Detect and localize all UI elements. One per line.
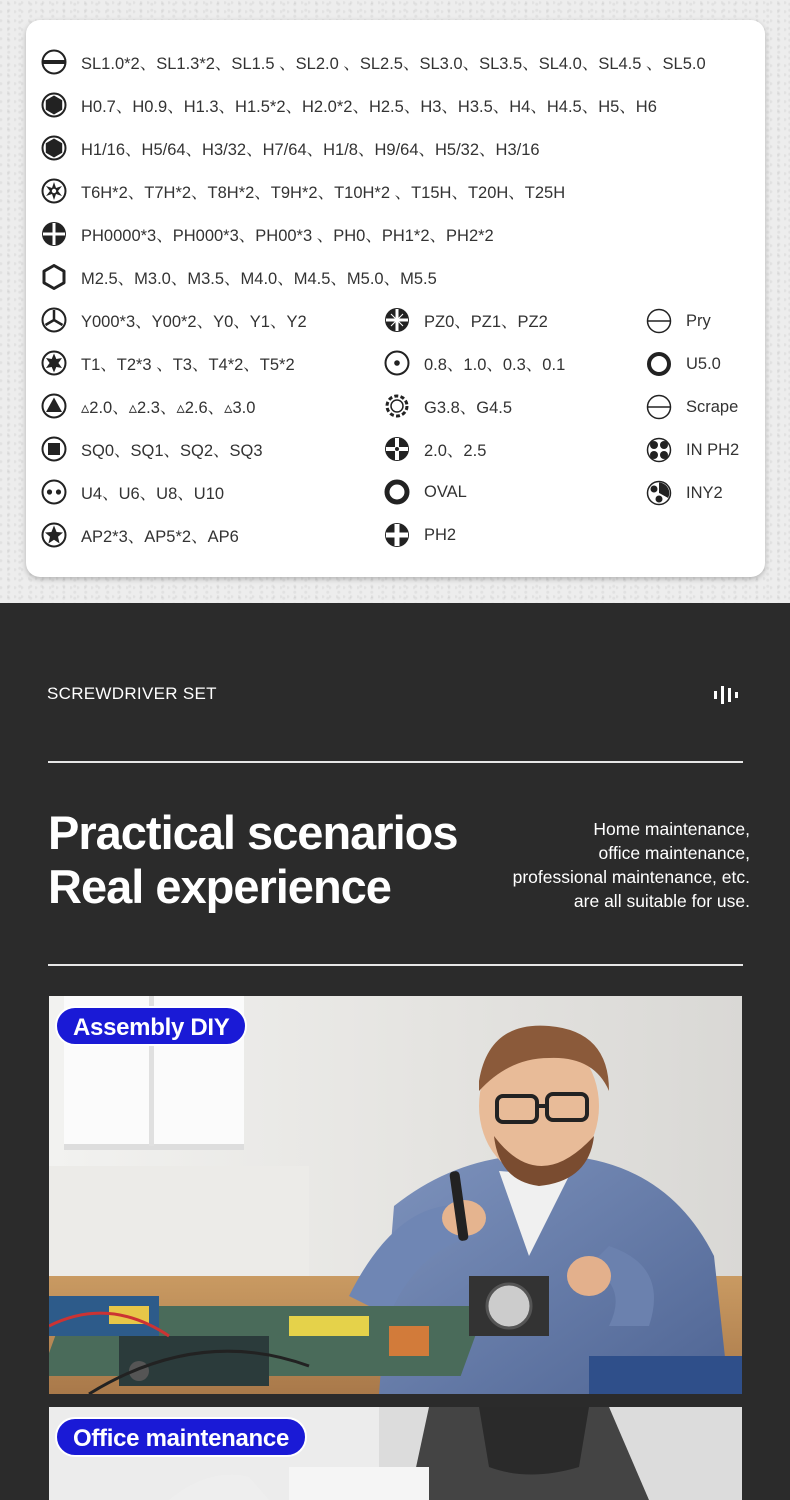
bit-row-text: 2.0、2.5 bbox=[424, 442, 487, 460]
bit-row-pin bbox=[384, 350, 565, 376]
phillips-bit-icon bbox=[41, 221, 67, 247]
bit-row-text: G3.8、G4.5 bbox=[424, 399, 513, 417]
bit-row-text: H1/16、H5/64、H3/32、H7/64、H1/8、H9/64、H5/32、H3/16 bbox=[81, 141, 540, 159]
bit-row-cross-dot bbox=[384, 436, 486, 462]
desc-line: professional maintenance, etc. bbox=[512, 867, 750, 887]
scrape-icon bbox=[646, 394, 672, 420]
bit-row-text: H0.7、H0.9、H1.3、H1.5*2、H2.0*2、H2.5、H3、H3.5、H4、H4.5、H5、H6 bbox=[81, 98, 657, 116]
divider-bottom bbox=[48, 964, 743, 966]
scenario-label-office: Office maintenance bbox=[55, 1417, 307, 1457]
bit-row-hex bbox=[41, 92, 657, 118]
gear-bit-icon bbox=[384, 393, 410, 419]
bit-row-pry bbox=[646, 308, 711, 334]
u-bit-icon bbox=[41, 479, 67, 505]
bit-row-phillips bbox=[41, 221, 494, 247]
bit-row-torx bbox=[41, 178, 565, 204]
bit-row-text: INY2 bbox=[686, 483, 723, 502]
bit-row-hex-socket bbox=[41, 264, 437, 290]
office-maintenance-photo bbox=[49, 1407, 742, 1500]
bit-row-square bbox=[41, 436, 263, 462]
bit-row-text: PH0000*3、PH000*3、PH00*3 、PH0、PH1*2、PH2*2 bbox=[81, 227, 494, 245]
bit-list-background bbox=[0, 0, 790, 603]
bit-row-pozidriv bbox=[384, 307, 548, 333]
bit-row-text: M2.5、M3.0、M3.5、M4.0、M4.5、M5.0、M5.5 bbox=[81, 270, 437, 288]
bit-row-gear bbox=[384, 393, 512, 419]
hex-inch-bit-icon bbox=[41, 135, 67, 161]
iny2-bit-icon bbox=[646, 480, 672, 506]
pozidriv-bit-icon bbox=[384, 307, 410, 333]
bit-row-tri-wing bbox=[41, 307, 307, 333]
bit-row-text: 0.8、1.0、0.3、0.1 bbox=[424, 356, 566, 374]
cross-dot-bit-icon bbox=[384, 436, 410, 462]
slotted-bit-icon bbox=[41, 49, 67, 75]
bit-row-text: T6H*2、T7H*2、T8H*2、T9H*2、T10H*2 、T15H、T20H、T25H bbox=[81, 184, 566, 202]
scenario-label-assembly: Assembly DIY bbox=[55, 1006, 247, 1046]
bit-row-star bbox=[41, 350, 295, 376]
bit-row-scrape bbox=[646, 394, 738, 420]
bit-row-u bbox=[41, 479, 224, 505]
desc-line: office maintenance, bbox=[598, 843, 750, 863]
bit-row-cross bbox=[384, 522, 456, 548]
cross-bit-icon bbox=[384, 522, 410, 548]
star-bit-icon bbox=[41, 350, 67, 376]
bit-row-text: Y000*3、Y00*2、Y0、Y1、Y2 bbox=[81, 313, 307, 331]
bit-row-text: Pry bbox=[686, 311, 711, 330]
bit-row-iny2 bbox=[646, 480, 723, 506]
bit-row-oval bbox=[384, 479, 467, 505]
headline-line-1: Practical scenarios bbox=[48, 806, 458, 859]
in-ph2-bit-icon bbox=[646, 437, 672, 463]
bit-row-slotted bbox=[41, 49, 706, 75]
pentalobe-bit-icon bbox=[41, 522, 67, 548]
bit-row-text: ▵2.0、▵2.3、▵2.6、▵3.0 bbox=[81, 399, 256, 417]
brand-label: SCREWDRIVER SET bbox=[47, 684, 217, 703]
headline-line-2: Real experience bbox=[48, 860, 391, 913]
assembly-diy-photo bbox=[49, 996, 742, 1394]
triangle-bit-icon bbox=[41, 393, 67, 419]
desc-line: Home maintenance, bbox=[593, 819, 750, 839]
bit-row-text: OVAL bbox=[424, 482, 467, 501]
bit-list-card bbox=[26, 20, 765, 577]
bit-row-text: U5.0 bbox=[686, 354, 721, 373]
bit-row-text: AP2*3、AP5*2、AP6 bbox=[81, 528, 239, 546]
bit-row-triangle bbox=[41, 393, 255, 419]
bit-row-text: U4、U6、U8、U10 bbox=[81, 485, 225, 503]
bit-row-text: PH2 bbox=[424, 525, 457, 544]
bit-row-text: IN PH2 bbox=[686, 440, 740, 459]
bit-row-u-ring bbox=[646, 351, 721, 377]
hex-bit-icon bbox=[41, 92, 67, 118]
headline bbox=[48, 806, 458, 914]
square-bit-icon bbox=[41, 436, 67, 462]
pin-bit-icon bbox=[384, 350, 410, 376]
assembly-scene-illustration bbox=[49, 996, 742, 1394]
hex-socket-bit-icon bbox=[41, 264, 67, 290]
bit-row-text: Scrape bbox=[686, 397, 739, 416]
bit-row-pentalobe bbox=[41, 522, 239, 548]
torx-bit-icon bbox=[41, 178, 67, 204]
u-ring-icon bbox=[646, 351, 672, 377]
bit-row-text: SL1.0*2、SL1.3*2、SL1.5 、SL2.0 、SL2.5、SL3.0、SL3.5、SL4.0、SL4.5 、SL5.0 bbox=[81, 55, 706, 73]
oval-bit-icon bbox=[384, 479, 410, 505]
sound-bars-icon bbox=[713, 685, 743, 705]
desc-line: are all suitable for use. bbox=[573, 891, 750, 911]
bit-row-in-ph2 bbox=[646, 437, 739, 463]
bit-row-text: T1、T2*3 、T3、T4*2、T5*2 bbox=[81, 356, 295, 374]
divider-top bbox=[48, 761, 743, 763]
tri-wing-bit-icon bbox=[41, 307, 67, 333]
pry-icon bbox=[646, 308, 672, 334]
scenario-description bbox=[450, 817, 750, 913]
bit-row-hex-inch bbox=[41, 135, 540, 161]
bit-row-text: PZ0、PZ1、PZ2 bbox=[424, 313, 548, 331]
bit-row-text: SQ0、SQ1、SQ2、SQ3 bbox=[81, 442, 263, 460]
